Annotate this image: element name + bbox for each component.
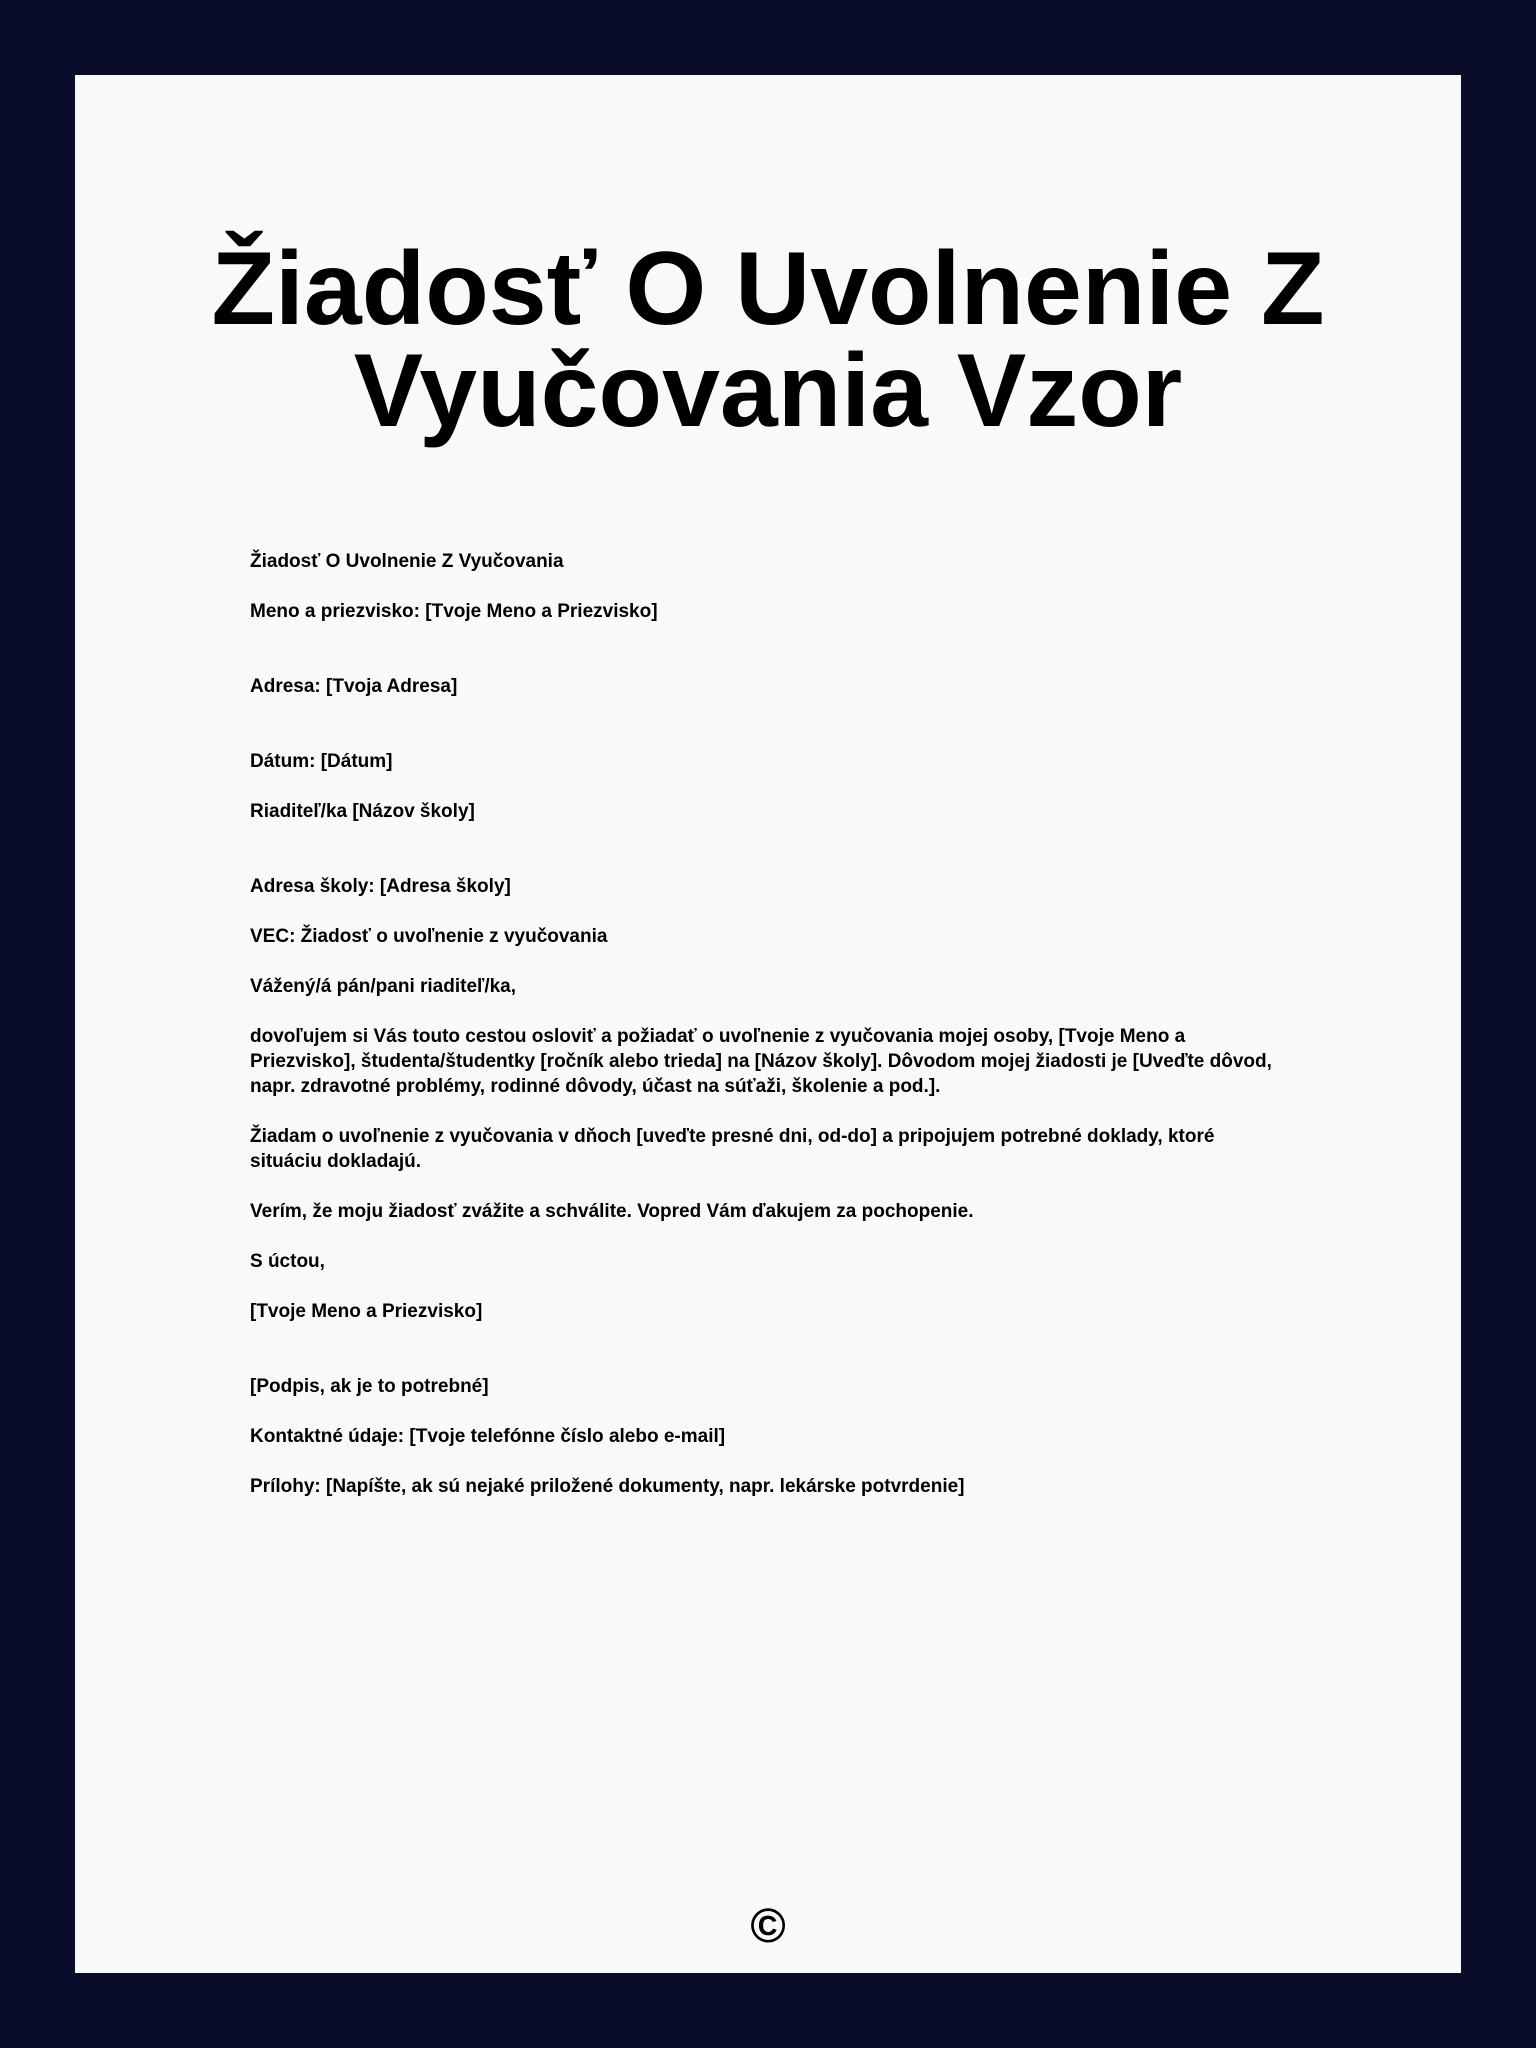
signature-line: [Podpis, ak je to potrebné]	[250, 1376, 489, 1397]
name-line: Meno a priezvisko: [Tvoje Meno a Priezvisko]	[250, 601, 658, 622]
sender-name: [Tvoje Meno a Priezvisko]	[250, 1301, 483, 1322]
recipient-line: Riaditeľ/ka [Názov školy]	[250, 801, 475, 822]
date-line: Dátum: [Dátum]	[250, 751, 393, 772]
closing-paragraph: Verím, že moju žiadosť zvážite a schválite. Vopred Vám ďakujem za pochopenie.	[250, 1201, 974, 1222]
sign-off: S úctou,	[250, 1251, 325, 1272]
letter-heading: Žiadosť O Uvolnenie Z Vyučovania	[250, 551, 564, 572]
letter-body	[250, 549, 1290, 1499]
salutation: Vážený/á pán/pani riaditeľ/ka,	[250, 976, 517, 997]
copyright-icon: ©	[750, 1900, 786, 1953]
request-paragraph: dovoľujem si Vás touto cestou osloviť a požiadať o uvoľnenie z vyučovania mojej osoby, [Tvoje Meno a Priezvisko], študenta/študentky [ročník alebo trieda] na [Názov školy]. Dôvodom mojej žiadosti je [Uveďte dôvod, napr. zdravotné problémy, rodinné dôvody, účast na súťaži, školenie a pod.].	[250, 1026, 1272, 1097]
attachments-line: Prílohy: [Napíšte, ak sú nejaké priložené dokumenty, napr. lekárske potvrdenie]	[250, 1476, 965, 1497]
subject-line: VEC: Žiadosť o uvoľnenie z vyučovania	[250, 926, 608, 947]
address-line: Adresa: [Tvoja Adresa]	[250, 676, 458, 697]
dates-paragraph: Žiadam o uvoľnenie z vyučovania v dňoch [uveďte presné dni, od-do] a pripojujem potrebné doklady, ktoré situáciu dokladajú.	[250, 1126, 1215, 1172]
school-address-line: Adresa školy: [Adresa školy]	[250, 876, 511, 897]
document-title	[100, 231, 1436, 449]
document-title-line-1: Žiadosť O Uvolnenie Z	[211, 231, 1325, 347]
contact-line: Kontaktné údaje: [Tvoje telefónne číslo alebo e-mail]	[250, 1426, 726, 1447]
document-title-line-2: Vyučovania Vzor	[353, 333, 1183, 449]
